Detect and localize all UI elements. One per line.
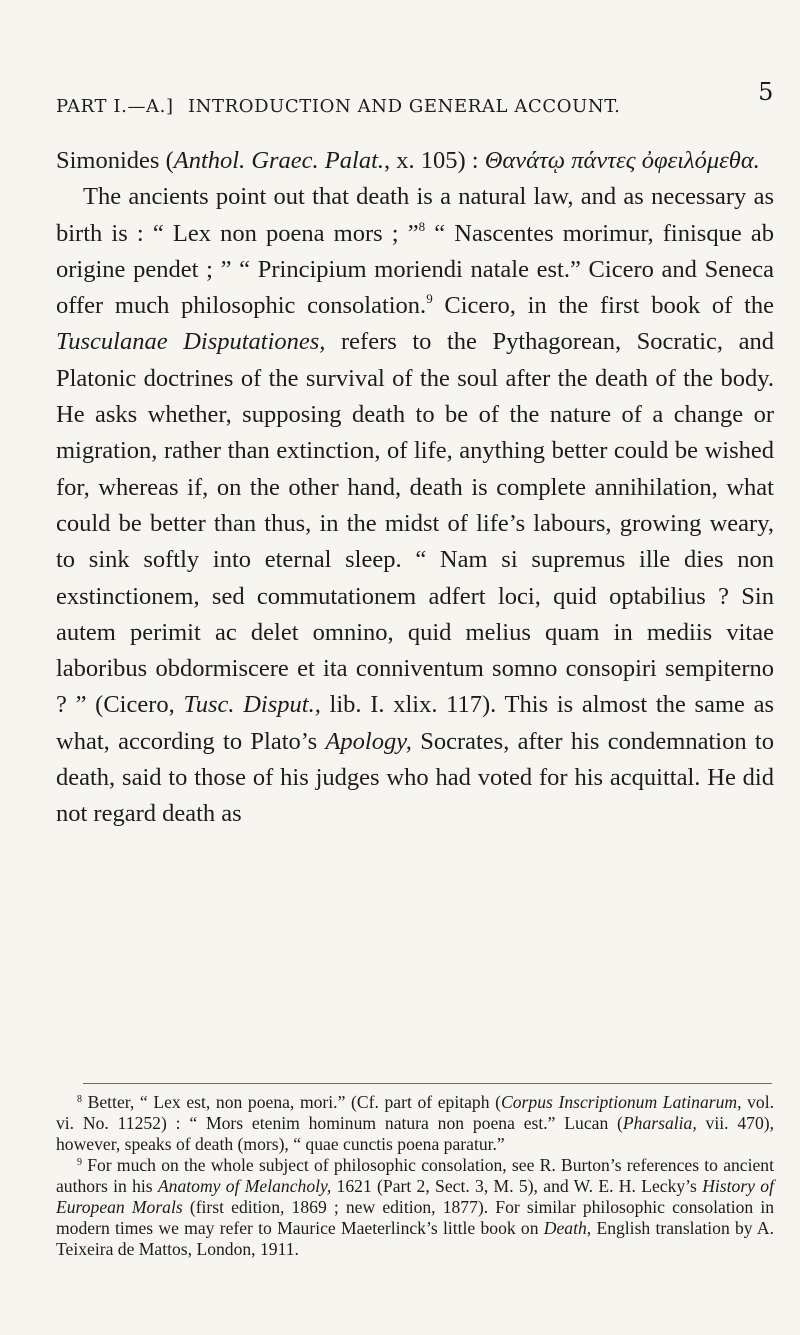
title-italic: Anatomy of Melancholy, — [157, 1176, 332, 1196]
text-run: (first edition, 1869 ; new edition, 1877). For similar philosophic consolation in modern times we may refer to Maurice Maeterlinck’s little book on — [56, 1197, 774, 1238]
title-italic: Corpus Inscriptionum Latinarum, — [501, 1092, 742, 1112]
text-run: Cicero, in the first book of the — [432, 292, 774, 320]
text-run: “ Nascentes morimur, finisque ab origine pendet ; ” “ Principium moriendi natale est.” Cicero and Seneca offer much philosophic consolation. — [56, 219, 774, 320]
main-text — [56, 143, 774, 833]
footnote-9 — [56, 1155, 774, 1260]
text-run: , x. 105) : — [384, 147, 485, 174]
paragraph-simonides — [56, 143, 774, 179]
text-run: Better, “ Lex est, non poena, mori.” (Cf. part of epitaph ( — [82, 1092, 502, 1112]
footnote-ref-8[interactable]: 8 — [418, 218, 426, 234]
footnotes — [56, 1092, 774, 1260]
text-run: lib. I. xlix. 117). This is almost the same as what, according to Plato’s — [56, 691, 774, 755]
text-run: Simonides ( — [56, 147, 174, 174]
footnote-mark: 9 — [77, 1157, 82, 1168]
title-italic: History of European Morals — [56, 1176, 774, 1217]
title-italic: Tusculanae Disputationes, — [56, 328, 326, 356]
text-run: English translation by A. Teixeira de Mattos, London, 1911. — [56, 1218, 774, 1259]
text-run: 1621 (Part 2, Sect. 3, M. 5), and W. E. H. Lecky’s — [331, 1176, 703, 1196]
header-chapter-title: INTRODUCTION AND GENERAL ACCOUNT. — [187, 96, 621, 117]
citation-italic: Anthol. Graec. Palat. — [173, 147, 385, 174]
citation-italic: Tusc. Disput., — [183, 691, 321, 719]
header-part-label: PART I.—A.] — [56, 96, 174, 117]
page-number: 5 — [758, 78, 774, 106]
running-header — [56, 78, 774, 117]
paragraph-ancients — [56, 179, 774, 832]
text-run: vol. vi. No. 11252) : “ Mors etenim hominum natura non poena est.” Lucan ( — [56, 1092, 775, 1133]
greek-quotation: Θανάτῳ πάντες ὀφειλόμεθα. — [484, 147, 760, 174]
text-run: vii. 470), however, speaks of death (mors), “ quae cunctis poena paratur.” — [56, 1113, 774, 1154]
text-run: The ancients point out that death is a natural law, and as necessary as birth is : “ Lex non poena mors ; ” — [56, 183, 774, 247]
title-italic: Apology, — [325, 727, 412, 755]
text-run: Socrates, after his condemnation to death, said to those of his judges who had voted for his acquittal. He did not regard death as — [56, 727, 774, 828]
title-italic: Pharsalia, — [622, 1113, 697, 1133]
text-run: refers to the Pythagorean, Socratic, and Platonic doctrines of the survival of the soul after the death of the body. He asks whether, supposing death to be of the nature of a change or migration, rather than extinction, of life, anything better could be wished for, whereas if, on the other hand, death is complete annihilation, what could be better than thus, in the midst of life’s labours, growing weary, to sink softly into eternal sleep. “ Nam si supremus ille dies non exstinctionem, sed commutationem adfert loci, quid optabilius ? Sin autem perimit ac delet omnino, quid melius quam in mediis vitae laboribus obdormiscere et ita conniventum somno consopiri sempiterno ? ” (Cicero, — [56, 328, 774, 719]
text-run: For much on the whole subject of philosophic consolation, see R. Burton’s references to ancient authors in his — [56, 1155, 774, 1196]
footnote-mark: 8 — [77, 1094, 82, 1105]
footnote-divider — [83, 1083, 772, 1084]
footnote-8 — [56, 1092, 774, 1155]
footnote-ref-9[interactable]: 9 — [426, 291, 433, 307]
title-italic: Death, — [543, 1218, 592, 1238]
